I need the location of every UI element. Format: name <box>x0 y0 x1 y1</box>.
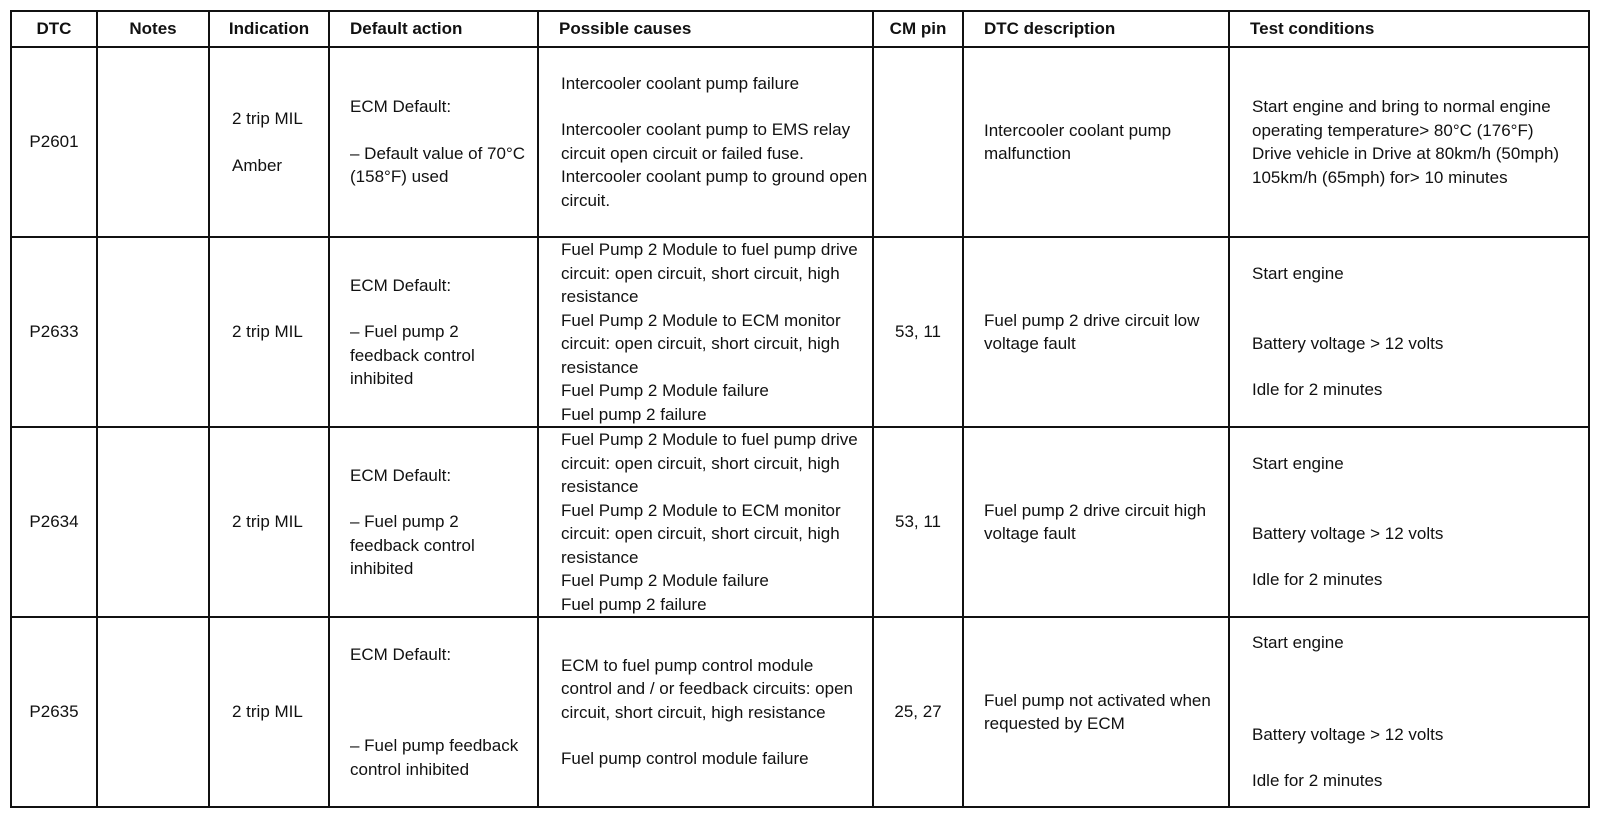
test-conditions-cell <box>1229 237 1589 427</box>
dtc-code: P2635 <box>11 617 97 807</box>
dtc-code: P2601 <box>11 47 97 237</box>
default-action-title: ECM Default: <box>350 465 452 485</box>
possible-cause: Fuel pump 2 failure <box>561 404 707 424</box>
default-action-cell <box>329 47 538 237</box>
possible-causes-cell <box>538 617 873 807</box>
dtc-code: P2634 <box>11 427 97 617</box>
cm-pin-cell <box>873 47 963 237</box>
possible-cause: Intercooler coolant pump failure <box>561 73 800 93</box>
notes-cell <box>97 47 209 237</box>
header-cm-pin: CM pin <box>873 11 963 47</box>
dtc-description-cell: Intercooler coolant pump malfunction <box>963 47 1229 237</box>
cm-pin-cell: 53, 11 <box>873 427 963 617</box>
cm-pin-cell: 53, 11 <box>873 237 963 427</box>
possible-cause: Fuel Pump 2 Module to ECM monitor circuit: open circuit, short circuit, high resistance <box>561 500 841 567</box>
header-test-conditions: Test conditions <box>1229 11 1589 47</box>
default-action-title: ECM Default: <box>350 97 452 117</box>
indication-text: 2 trip MIL <box>232 322 303 342</box>
test-condition: Start engine <box>1252 264 1344 284</box>
notes-cell <box>97 237 209 427</box>
possible-cause: Fuel pump 2 failure <box>561 594 707 614</box>
possible-cause: ECM to fuel pump control module control and / or feedback circuits: open circuit, short circuit, high resistance <box>561 655 853 722</box>
test-condition: Idle for 2 minutes <box>1252 570 1383 590</box>
cm-pin-cell: 25, 27 <box>873 617 963 807</box>
notes-cell <box>97 427 209 617</box>
dtc-table <box>10 10 1590 808</box>
test-condition: Start engine <box>1252 633 1344 653</box>
dtc-description-cell: Fuel pump 2 drive circuit high voltage fault <box>963 427 1229 617</box>
test-condition: Battery voltage > 12 volts <box>1252 333 1444 353</box>
default-action-cell <box>329 427 538 617</box>
default-action-title: ECM Default: <box>350 644 452 664</box>
possible-cause: Fuel Pump 2 Module to fuel pump drive circuit: open circuit, short circuit, high resistance <box>561 240 858 306</box>
table-row <box>11 427 1589 617</box>
test-condition: Idle for 2 minutes <box>1252 771 1383 791</box>
possible-causes-cell <box>538 237 873 427</box>
test-conditions-cell <box>1229 47 1589 237</box>
indication-cell <box>209 47 329 237</box>
table-row <box>11 237 1589 427</box>
possible-cause: Fuel Pump 2 Module failure <box>561 571 769 590</box>
test-conditions-cell <box>1229 617 1589 807</box>
header-dtc: DTC <box>11 11 97 47</box>
header-row <box>11 11 1589 47</box>
indication-text: 2 trip MIL <box>232 702 303 722</box>
indication-text: 2 trip MIL <box>232 512 303 532</box>
indication-cell <box>209 427 329 617</box>
test-condition: Battery voltage > 12 volts <box>1252 724 1444 744</box>
test-condition: Start engine and bring to normal engine operating temperature> 80°C (176°F) <box>1252 97 1551 140</box>
indication-cell <box>209 617 329 807</box>
notes-cell <box>97 617 209 807</box>
dtc-description-cell: Fuel pump not activated when requested by ECM <box>963 617 1229 807</box>
table-row <box>11 617 1589 807</box>
dtc-code: P2633 <box>11 237 97 427</box>
default-action-detail: – Fuel pump feedback control inhibited <box>350 736 519 779</box>
default-action-cell <box>329 617 538 807</box>
header-notes: Notes <box>97 11 209 47</box>
possible-cause: Fuel Pump 2 Module to fuel pump drive circuit: open circuit, short circuit, high resistance <box>561 430 858 496</box>
header-default-action: Default action <box>329 11 538 47</box>
default-action-detail: – Fuel pump 2 feedback control inhibited <box>350 322 475 388</box>
default-action-detail: – Fuel pump 2 feedback control inhibited <box>350 512 475 578</box>
possible-cause: Fuel pump control module failure <box>561 749 809 768</box>
possible-causes-cell <box>538 427 873 617</box>
possible-cause: Fuel Pump 2 Module to ECM monitor circuit: open circuit, short circuit, high resistance <box>561 310 841 377</box>
possible-cause: Intercooler coolant pump to EMS relay circuit open circuit or failed fuse. <box>561 120 851 163</box>
header-possible-causes: Possible causes <box>538 11 873 47</box>
possible-causes-cell <box>538 47 873 237</box>
test-condition: Start engine <box>1252 454 1344 474</box>
default-action-title: ECM Default: <box>350 275 452 295</box>
test-condition: Drive vehicle in Drive at 80km/h (50mph) 105km/h (65mph) for> 10 minutes <box>1252 144 1560 187</box>
default-action-detail: – Default value of 70°C (158°F) used <box>350 143 526 187</box>
header-indication: Indication <box>209 11 329 47</box>
indication-color: Amber <box>232 155 283 175</box>
test-condition: Idle for 2 minutes <box>1252 380 1383 400</box>
default-action-cell <box>329 237 538 427</box>
possible-cause: Intercooler coolant pump to ground open circuit. <box>561 167 868 210</box>
indication-text: 2 trip MIL <box>232 109 303 128</box>
dtc-description-cell: Fuel pump 2 drive circuit low voltage fault <box>963 237 1229 427</box>
table-row <box>11 47 1589 237</box>
header-dtc-description: DTC description <box>963 11 1229 47</box>
test-condition: Battery voltage > 12 volts <box>1252 523 1444 543</box>
possible-cause: Fuel Pump 2 Module failure <box>561 381 769 400</box>
test-conditions-cell <box>1229 427 1589 617</box>
indication-cell <box>209 237 329 427</box>
